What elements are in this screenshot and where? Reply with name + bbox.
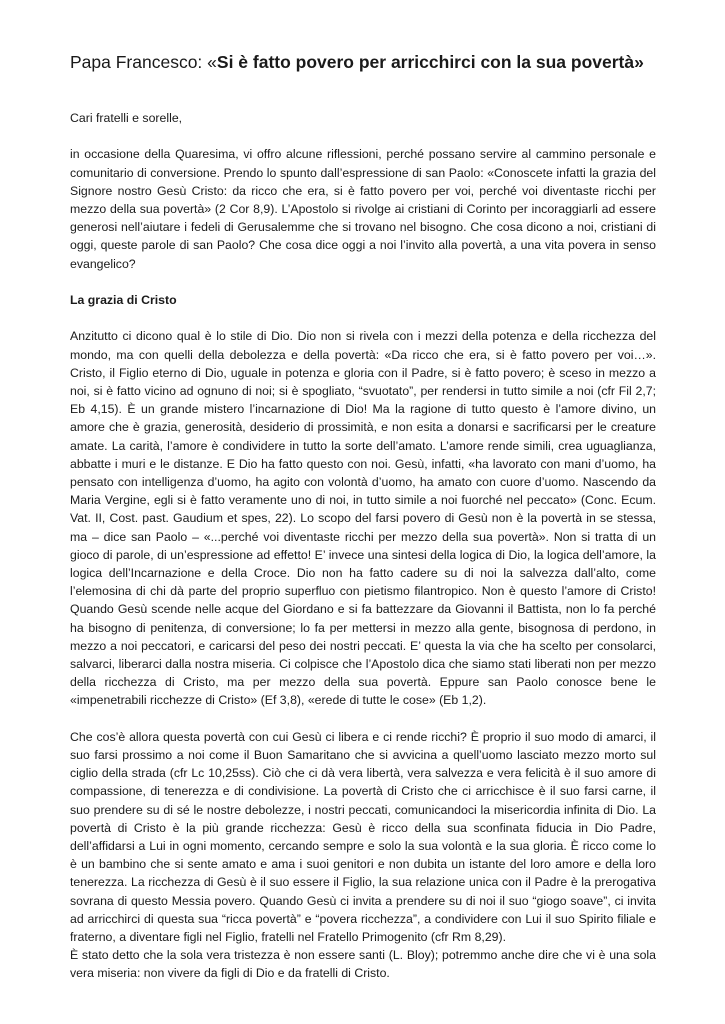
title-main: Si è fatto povero per arricchirci con la sua povertà»	[216, 52, 644, 72]
document-title	[70, 50, 670, 74]
paragraph-3: È stato detto che la sola vera tristezza è non essere santi (L. Bloy); potremmo anche dire che vi è una sola vera miseria: non vivere da figli di Dio e da fratelli di Cristo.	[70, 948, 656, 981]
intro-paragraph: in occasione della Quaresima, vi offro alcune riflessioni, perché possano servire al cammino personale e comunitario di conversione. Prendo lo spunto dall’espressione di san Paolo: «Conoscete infatti la grazia del Signore nostro Gesù Cristo: da ricco che era, si è fatto povero per voi, perché voi diventaste ricchi per mezzo della sua povertà» (2 Cor 8,9). L’Apostolo si rivolge ai cristiani di Corinto per incoraggiarli ad essere generosi nell’aiutare i fedeli di Gerusalemme che si trovano nel bisogno. Che cosa dicono a noi, cristiani di oggi, queste parole di san Paolo? Che cosa dice oggi a noi l’invito alla povertà, a una vita povera in senso evangelico?	[70, 147, 656, 271]
document-body	[70, 109, 656, 1001]
paragraph-1: Anzitutto ci dicono qual è lo stile di Dio. Dio non si rivela con i mezzi della potenza e della ricchezza del mondo, ma con quelli della debolezza e della povertà: «Da ricco che era, si è fatto povero per voi…». Cristo, il Figlio eterno di Dio, uguale in potenza e gloria con il Padre, si è fatto povero; è sceso in mezzo a noi, si è fatto vicino ad ognuno di noi; si è spogliato, “svuotato”, per rendersi in tutto simile a noi (cfr Fil 2,7; Eb 4,15). È un grande mistero l’incarnazione di Dio! Ma la ragione di tutto questo è l’amore divino, un amore che è grazia, generosità, desiderio di prossimità, e non esita a donarsi e sacrificarsi per le creature amate. La carità, l’amore è condividere in tutto la sorte dell’amato. L’amore rende simili, crea uguaglianza, abbatte i muri e le distanze. E Dio ha fatto questo con noi. Gesù, infatti, «ha lavorato con mani d’uomo, ha pensato con intelligenza d’uomo, ha agito con volontà d’uomo, ha amato con cuore d’uomo. Nascendo da Maria Vergine, egli si è fatto veramente uno di noi, in tutto simile a noi fuorché nel peccato» (Conc. Ecum. Vat. II, Cost. past. Gaudium et spes, 22). Lo scopo del farsi povero di Gesù non è la povertà in se stessa, ma – dice san Paolo – «...perché voi diventaste ricchi per mezzo della sua povertà». Non si tratta di un gioco di parole, di un’espressione ad effetto! E’ invece una sintesi della logica di Dio, la logica dell’amore, la logica dell’Incarnazione e della Croce. Dio non ha fatto cadere su di noi la salvezza dall’alto, come l’elemosina di chi dà parte del proprio superfluo con pietismo filantropico. Non è questo l’amore di Cristo! Quando Gesù scende nelle acque del Giordano e si fa battezzare da Giovanni il Battista, non lo fa perché ha bisogno di penitenza, di conversione; lo fa per mettersi in mezzo alla gente, bisognosa di perdono, in mezzo a noi peccatori, e caricarsi del peso dei nostri peccati. E’ questa la via che ha scelto per consolarci, salvarci, liberarci dalla nostra miseria. Ci colpisce che l’Apostolo dica che siamo stati liberati non per mezzo della ricchezza di Cristo, ma per mezzo della sua povertà. Eppure san Paolo conosce bene le «impenetrabili ricchezze di Cristo» (Ef 3,8), «erede di tutte le cose» (Eb 1,2).	[70, 329, 656, 708]
paragraph-2: Che cos’è allora questa povertà con cui Gesù ci libera e ci rende ricchi? È proprio il suo modo di amarci, il suo farsi prossimo a noi come il Buon Samaritano che si avvicina a quell’uomo lasciato mezzo morto sul ciglio della strada (cfr Lc 10,25ss). Ciò che ci dà vera libertà, vera salvezza e vera felicità è il suo amore di compassione, di tenerezza e di condivisione. La povertà di Cristo che ci arricchisce è il suo farsi carne, il suo prendere su di sé le nostre debolezze, i nostri peccati, comunicandoci la misericordia infinita di Dio. La povertà di Cristo è la più grande ricchezza: Gesù è ricco della sua sconfinata fiducia in Dio Padre, dell’affidarsi a Lui in ogni momento, cercando sempre e solo la sua volontà e la sua gloria. È ricco come lo è un bambino che si sente amato e ama i suoi genitori e non dubita un istante del loro amore e della loro tenerezza. La ricchezza di Gesù è il suo essere il Figlio, la sua relazione unica con il Padre è la prerogativa sovrana di questo Messia povero. Quando Gesù ci invita a prendere su di noi il suo “giogo soave”, ci invita ad arricchirci di questa sua “ricca povertà” e “povera ricchezza”, a condividere con Lui il suo Spirito filiale e fraterno, a diventare figli nel Figlio, fratelli nel Fratello Primogenito (cfr Rm 8,29).	[70, 729, 656, 945]
greeting: Cari fratelli e sorelle,	[70, 111, 183, 125]
section-heading: La grazia di Cristo	[70, 293, 177, 307]
title-prefix: Papa Francesco: «	[70, 52, 217, 72]
